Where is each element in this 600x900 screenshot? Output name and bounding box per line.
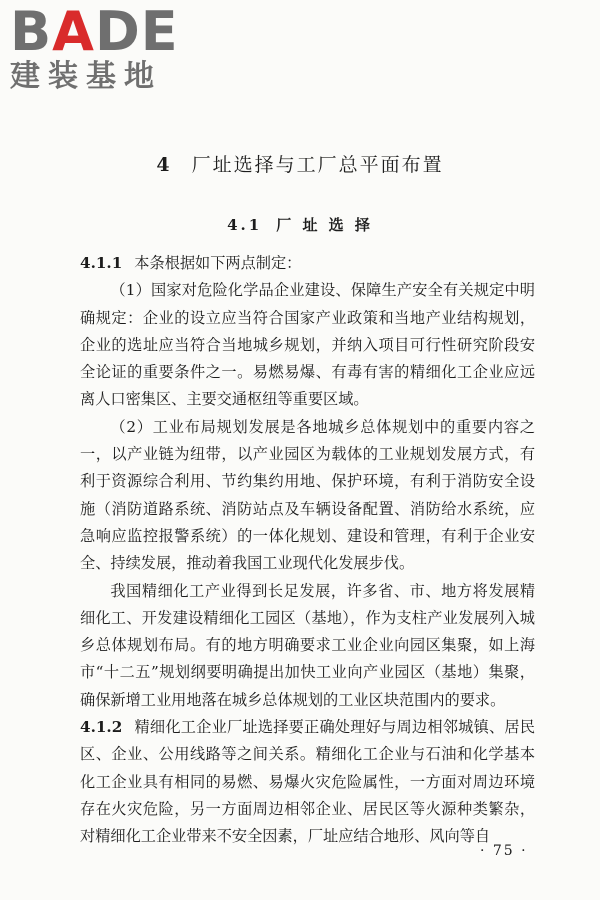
bade-logo [10, 0, 180, 94]
clause-411-para1: （1）国家对危险化学品企业建设、保障生产安全有关规定中明确规定：企业的设立应当符合国家产业政策和当地产业结构规划，企业的选址应当符合当地城乡规划，并纳入项目可行性研究阶段安全论证的重要条件之一。易燃易爆、有毒有害的精细化工企业应远离人口密集区、主要交通枢纽等重要区域。 [80, 281, 535, 409]
clause-412 [80, 714, 535, 850]
chapter-title: 厂址选择与工厂总平面布置 [191, 154, 444, 176]
clause-412-number: 4.1.2 [80, 718, 123, 737]
chapter-heading [0, 150, 600, 177]
clause-411-para3: 我国精细化工产业得到长足发展，许多省、市、地方将发展精细化工、开发建设精细化工园区（基地），作为支柱产业发展列入城乡总体规划布局。有的地方明确要求工业企业向园区集聚，如上海市“十二五”规划纲要明确提出加快工业向产业园区（基地）集聚，确保新增工业用地落在城乡总体规划的工业区块范围内的要求。 [80, 581, 535, 709]
logo-letters-de: DE [94, 0, 179, 63]
chapter-number: 4 [156, 154, 172, 176]
clause-411-para2: （2）工业布局规划发展是各地城乡总体规划中的重要内容之一，以产业链为纽带，以产业园区为载体的工业规划发展方式，有利于资源综合利用、节约集约用地、保护环境，有利于消防安全设施（消防道路系统、消防站点及车辆设备配置、消防给水系统，应急响应监控报警系统）的一体化规划、建设和管理，有利于企业安全、持续发展，推动着我国工业现代化发展步伐。 [80, 417, 535, 573]
clause-412-text: 精细化工企业厂址选择要正确处理好与周边相邻城镇、居民区、企业、公用线路等之间关系。精细化工企业与石油和化学基本化工企业具有相同的易燃、易爆火灾危险属性，一方面对周边环境存在火灾危险，另一方面周边相邻企业、居民区等火源种类繁杂，对精细化工企业带来不安全因素，厂址应结合地形、风向等自 [80, 718, 535, 846]
clause-411-intro [80, 250, 535, 277]
section-title: 厂 址 选 择 [276, 216, 373, 234]
section-number: 4.1 [227, 216, 263, 234]
logo-letter-b: B [10, 0, 53, 63]
logo-wordmark [10, 0, 180, 63]
section-heading [0, 214, 600, 235]
clause-411-number: 4.1.1 [80, 254, 123, 272]
page-number: · 75 · [480, 843, 528, 859]
logo-letter-a-accent: A [52, 0, 95, 63]
logo-subtitle: 建装基地 [10, 59, 162, 94]
clause-411-intro-text: 本条根据如下两点制定： [134, 254, 302, 272]
body-text [80, 250, 535, 851]
